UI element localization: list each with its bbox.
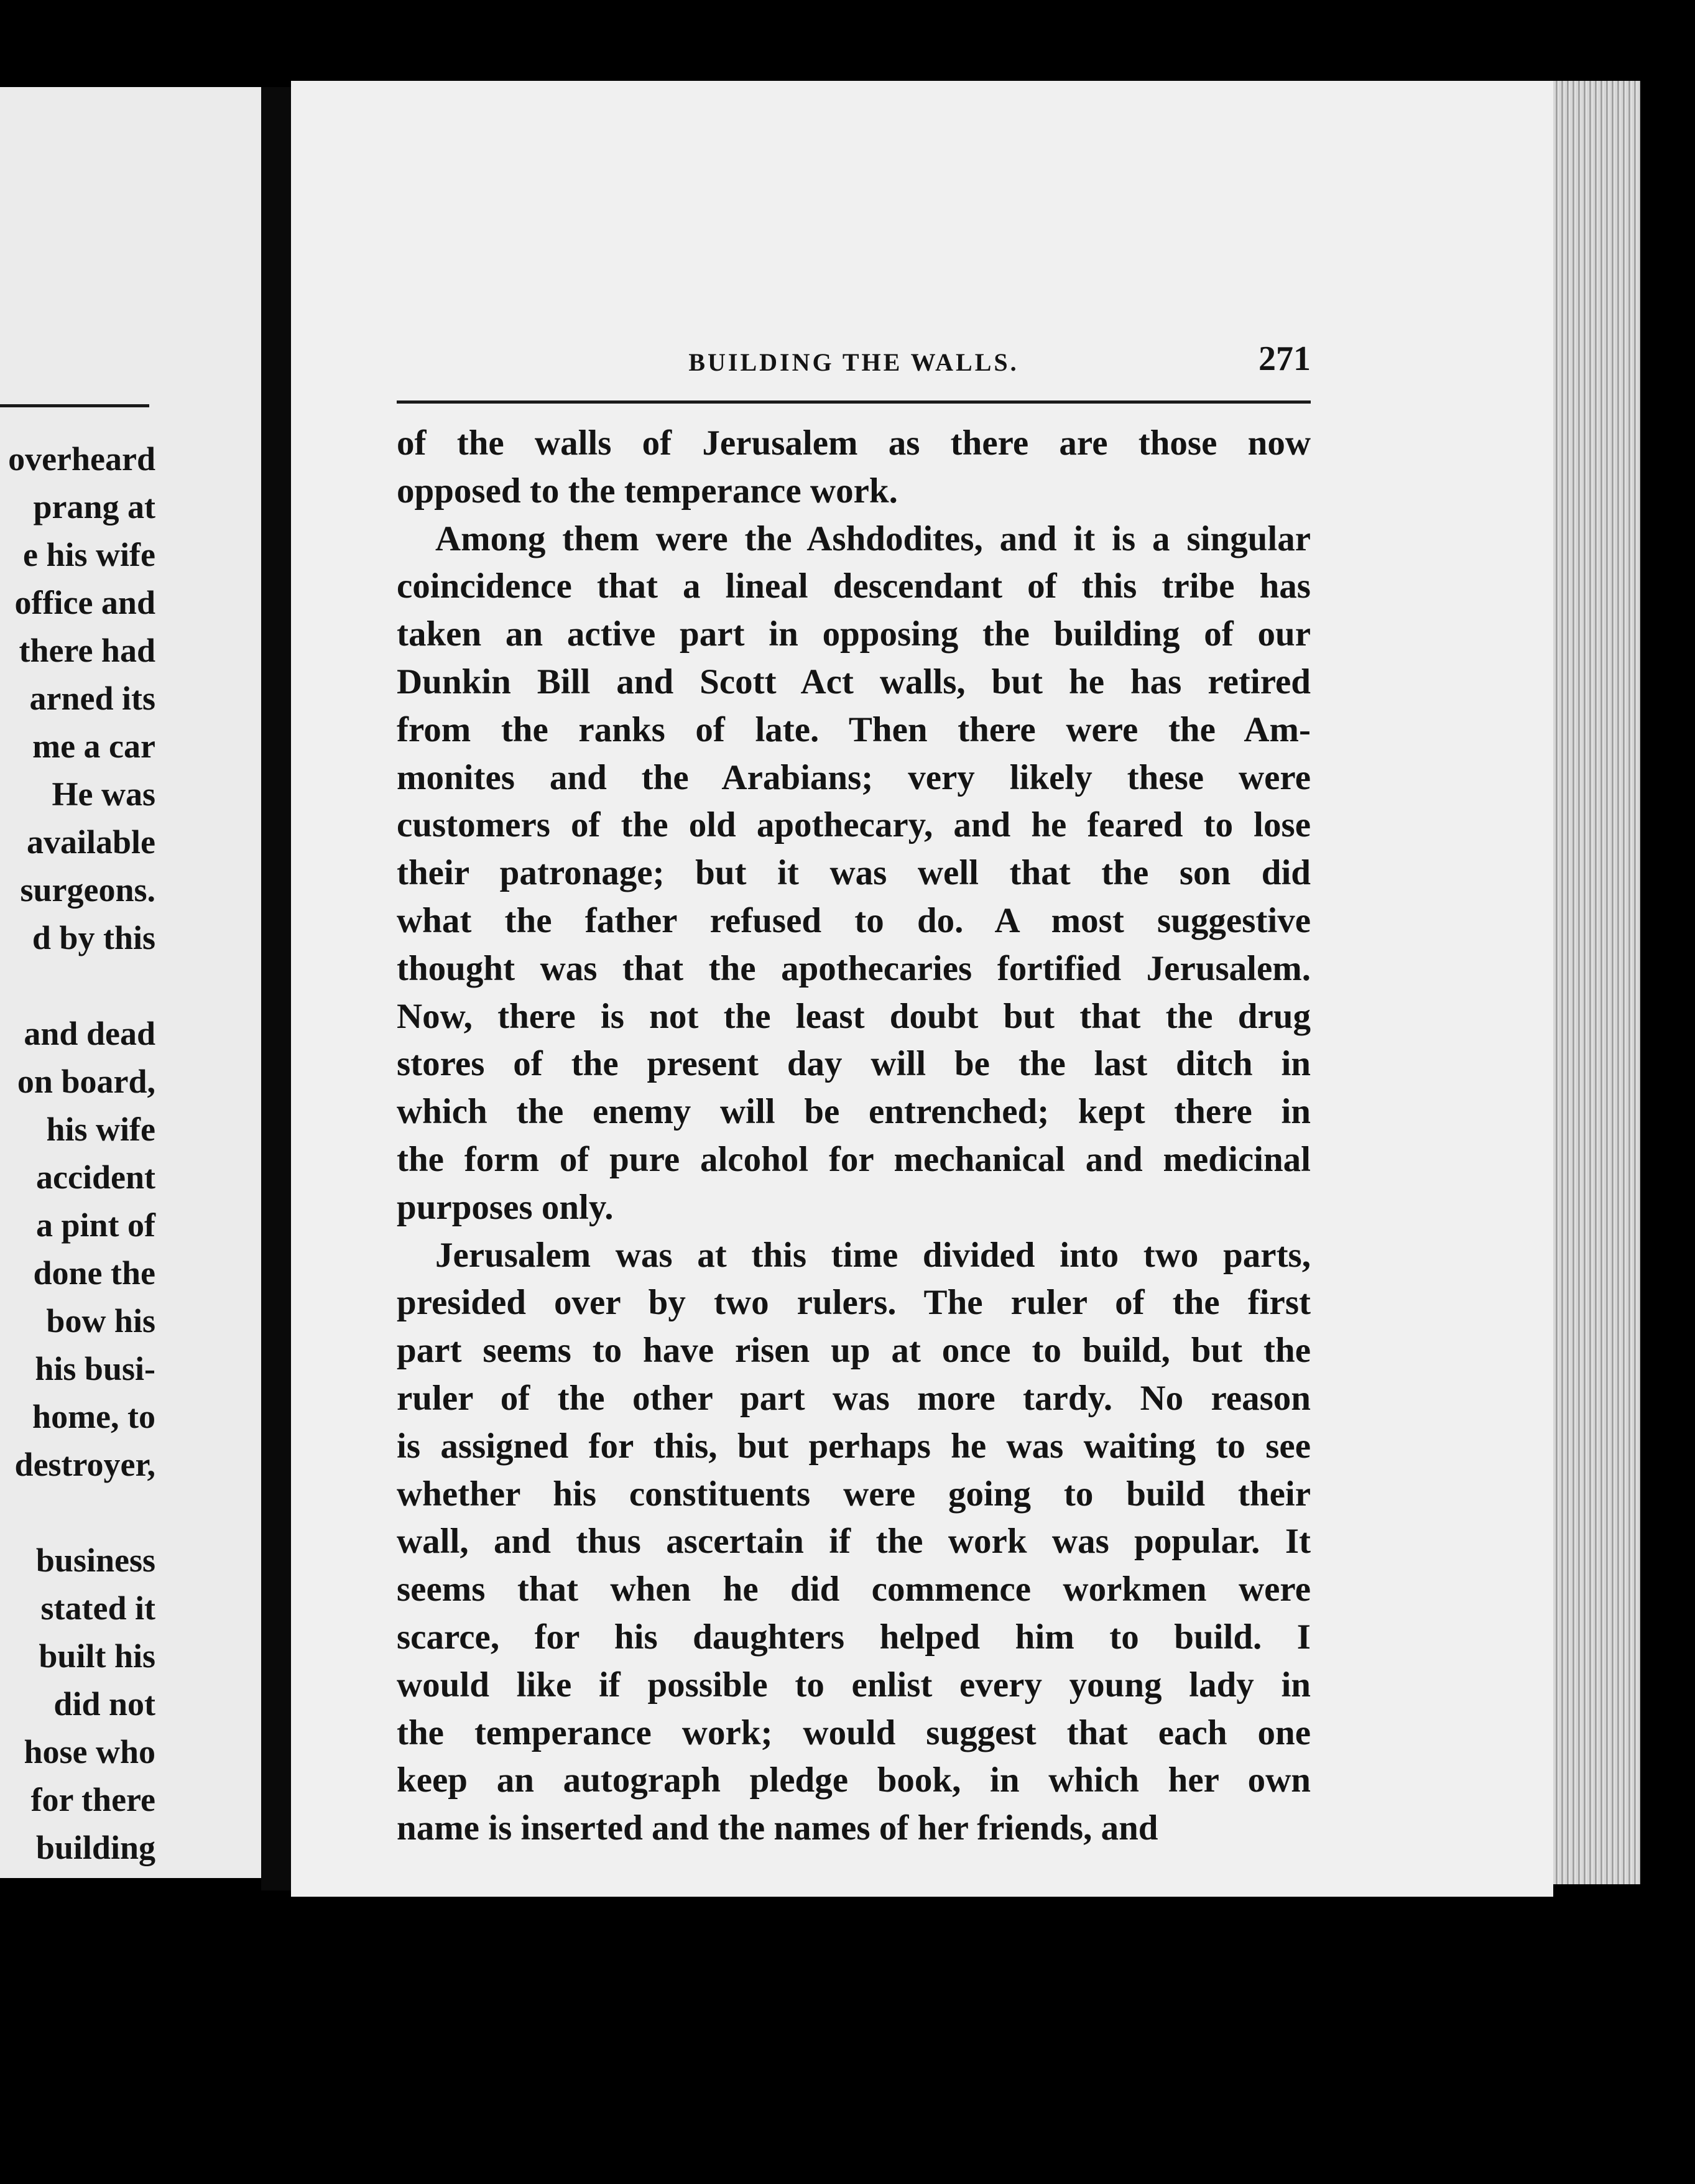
text-line: wall, and thus ascertain if the work was popular. It bbox=[397, 1522, 1311, 1562]
text-line: Dunkin Bill and Scott Act walls, but he has retired bbox=[397, 662, 1311, 701]
paragraph bbox=[397, 420, 1311, 516]
left-page bbox=[0, 87, 261, 1878]
right-page bbox=[291, 81, 1553, 1897]
text-line: would like if possible to enlist every young lady in bbox=[397, 1665, 1311, 1705]
header-rule bbox=[397, 400, 1311, 404]
left-page-line bbox=[8, 962, 155, 1010]
text-line: keep an autograph pledge book, in which her own bbox=[397, 1761, 1311, 1800]
text-line: whether his constituents were going to build their bbox=[397, 1474, 1311, 1514]
left-page-line: a pint of bbox=[35, 1206, 155, 1244]
left-page-line: building bbox=[35, 1829, 155, 1866]
left-page-line: his wife bbox=[46, 1111, 155, 1148]
text-line: presided over by two rulers. The ruler of the first bbox=[397, 1283, 1311, 1323]
text-line: the form of pure alcohol for mechanical and medicinal bbox=[397, 1139, 1311, 1179]
left-page-line: d by this bbox=[32, 919, 155, 956]
text-line: customers of the old apothecary, and he feared to lose bbox=[397, 805, 1311, 845]
left-page-line: there had bbox=[19, 632, 155, 669]
text-line: which the enemy will be entrenched; kept there in bbox=[397, 1092, 1311, 1132]
text-line: from the ranks of late. Then there were the Am- bbox=[397, 710, 1311, 749]
text-line: is assigned for this, but perhaps he was waiting to see bbox=[397, 1426, 1311, 1466]
left-page-line bbox=[8, 1489, 155, 1537]
left-page-line: surgeons. bbox=[20, 871, 155, 909]
left-page-line: hose who bbox=[24, 1733, 155, 1770]
text-line: opposed to the temperance work. bbox=[397, 471, 898, 511]
text-line: Jerusalem was at this time divided into two parts, bbox=[435, 1235, 1311, 1275]
page-edges bbox=[1553, 81, 1640, 1884]
text-line: of the walls of Jerusalem as there are those now bbox=[397, 423, 1311, 463]
left-page-header-rule bbox=[0, 404, 149, 407]
left-page-line: prang at bbox=[33, 488, 155, 525]
text-line: part seems to have risen up at once to build, but the bbox=[397, 1331, 1311, 1371]
page-header bbox=[397, 339, 1311, 389]
left-page-line: bow his bbox=[46, 1302, 155, 1340]
left-page-line: his busi- bbox=[35, 1350, 155, 1387]
left-page-line: business bbox=[35, 1542, 155, 1579]
page-number: 271 bbox=[1259, 340, 1311, 378]
text-line: monites and the Arabians; very likely these were bbox=[397, 757, 1311, 797]
left-page-line: built his bbox=[39, 1637, 155, 1675]
left-page-line: done the bbox=[33, 1254, 155, 1292]
left-page-line: on board, bbox=[17, 1063, 155, 1100]
left-page-line: He was bbox=[52, 775, 155, 813]
left-page-text-fragments bbox=[8, 435, 155, 1872]
text-line: the temperance work; would suggest that each one bbox=[397, 1713, 1311, 1752]
left-page-line: accident bbox=[36, 1159, 155, 1196]
left-page-line: overheard bbox=[8, 440, 155, 478]
left-page-line: destroyer, bbox=[14, 1446, 155, 1483]
left-page-line: home, to bbox=[32, 1398, 155, 1435]
left-page-line: stated it bbox=[40, 1589, 155, 1627]
text-line: name is inserted and the names of her friends, and bbox=[397, 1808, 1158, 1848]
text-line: what the father refused to do. A most suggestive bbox=[397, 900, 1311, 940]
left-page-line: arned its bbox=[29, 680, 155, 717]
body-text bbox=[397, 420, 1311, 1853]
text-line: taken an active part in opposing the building of our bbox=[397, 614, 1311, 654]
left-page-line: did not bbox=[53, 1685, 155, 1723]
left-page-line: for there bbox=[30, 1781, 155, 1818]
left-page-line: available bbox=[26, 823, 155, 861]
running-title: BUILDING THE WALLS. bbox=[688, 348, 1019, 376]
text-line: Among them were the Ashdodites, and it is a singular bbox=[435, 519, 1311, 558]
left-page-line: e his wife bbox=[23, 536, 155, 573]
text-line: their patronage; but it was well that the son did bbox=[397, 853, 1311, 893]
text-line: purposes only. bbox=[397, 1187, 614, 1227]
text-line: coincidence that a lineal descendant of this tribe has bbox=[397, 567, 1311, 606]
text-line: seems that when he did commence workmen were bbox=[397, 1570, 1311, 1609]
paragraph bbox=[397, 1232, 1311, 1853]
book-gutter bbox=[261, 87, 291, 1890]
text-line: Now, there is not the least doubt but that the drug bbox=[397, 996, 1311, 1036]
text-line: ruler of the other part was more tardy. No reason bbox=[397, 1378, 1311, 1418]
text-line: stores of the present day will be the last ditch in bbox=[397, 1044, 1311, 1084]
left-page-line: and dead bbox=[24, 1015, 155, 1052]
left-page-line: office and bbox=[14, 584, 155, 621]
text-line: scarce, for his daughters helped him to build. I bbox=[397, 1617, 1311, 1657]
left-page-line: me a car bbox=[32, 728, 155, 765]
paragraph bbox=[397, 516, 1311, 1232]
text-line: thought was that the apothecaries fortified Jerusalem. bbox=[397, 948, 1311, 988]
